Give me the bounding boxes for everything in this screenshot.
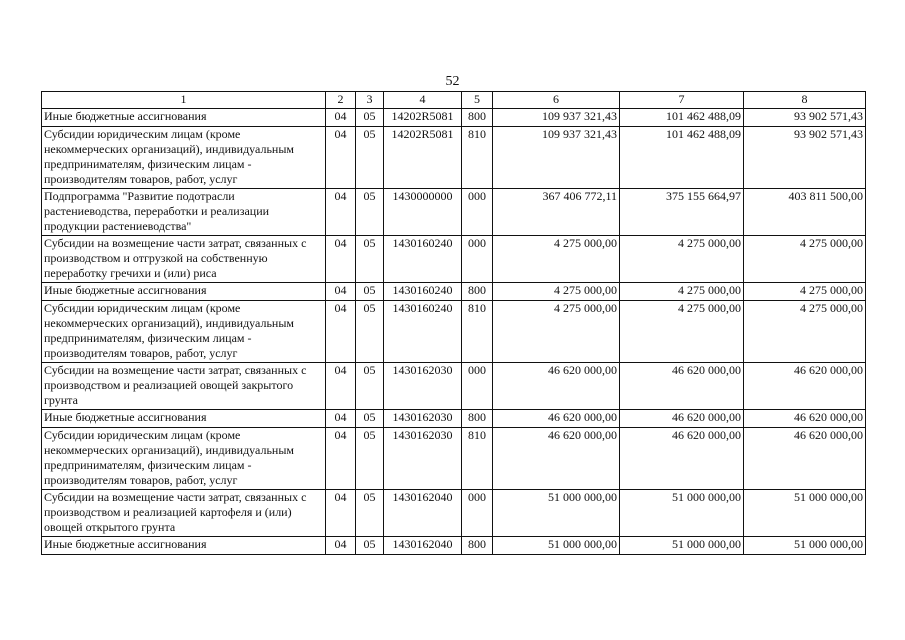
expense-type-code: 800 [462,109,493,127]
column-header: 7 [620,92,744,109]
amount-col7: 375 155 664,97 [620,189,744,236]
amount-col8: 51 000 000,00 [744,537,866,555]
amount-col7: 51 000 000,00 [620,490,744,537]
row-name: Иные бюджетные ассигнования [42,283,326,301]
table-row [42,189,866,236]
row-name: Подпрограмма "Развитие подотрасли растениеводства, переработки и реализации продукции растениеводства" [42,189,326,236]
column-header: 2 [326,92,356,109]
subsection-code: 05 [356,363,384,410]
row-name: Субсидии юридическим лицам (кроме некоммерческих организаций), индивидуальным предпринимателям, физическим лицам - производителям товаров, работ, услуг [42,127,326,189]
section-code: 04 [326,236,356,283]
amount-col7: 4 275 000,00 [620,283,744,301]
expense-type-code: 000 [462,189,493,236]
expense-type-code: 810 [462,428,493,490]
amount-col7: 4 275 000,00 [620,236,744,283]
amount-col6: 46 620 000,00 [493,428,620,490]
target-article-code: 1430162040 [384,537,462,555]
expense-type-code: 810 [462,127,493,189]
amount-col8: 4 275 000,00 [744,283,866,301]
row-name: Субсидии юридическим лицам (кроме некоммерческих организаций), индивидуальным предпринимателям, физическим лицам - производителям товаров, работ, услуг [42,428,326,490]
budget-table [41,91,866,555]
amount-col7: 51 000 000,00 [620,537,744,555]
column-header: 8 [744,92,866,109]
table-row [42,363,866,410]
subsection-code: 05 [356,490,384,537]
amount-col6: 46 620 000,00 [493,410,620,428]
amount-col7: 46 620 000,00 [620,410,744,428]
expense-type-code: 000 [462,490,493,537]
target-article-code: 1430000000 [384,189,462,236]
amount-col7: 46 620 000,00 [620,428,744,490]
amount-col7: 46 620 000,00 [620,363,744,410]
target-article-code: 1430160240 [384,301,462,363]
column-header: 1 [42,92,326,109]
amount-col8: 51 000 000,00 [744,490,866,537]
target-article-code: 1430162030 [384,410,462,428]
column-header: 5 [462,92,493,109]
section-code: 04 [326,283,356,301]
subsection-code: 05 [356,537,384,555]
target-article-code: 1430162040 [384,490,462,537]
amount-col7: 101 462 488,09 [620,109,744,127]
row-name: Субсидии на возмещение части затрат, связанных с производством и реализацией овощей закрытого грунта [42,363,326,410]
subsection-code: 05 [356,109,384,127]
expense-type-code: 810 [462,301,493,363]
target-article-code: 1430160240 [384,236,462,283]
amount-col8: 46 620 000,00 [744,428,866,490]
row-name: Иные бюджетные ассигнования [42,410,326,428]
table-row [42,283,866,301]
table-row [42,109,866,127]
section-code: 04 [326,109,356,127]
expense-type-code: 800 [462,537,493,555]
section-code: 04 [326,410,356,428]
table-row [42,236,866,283]
table-row [42,428,866,490]
table-row [42,490,866,537]
page-number: 52 [445,74,460,89]
section-code: 04 [326,537,356,555]
row-name: Субсидии на возмещение части затрат, связанных с производством и реализацией картофеля и (или) овощей открытого грунта [42,490,326,537]
subsection-code: 05 [356,127,384,189]
table-header-row [42,92,866,109]
subsection-code: 05 [356,236,384,283]
amount-col8: 403 811 500,00 [744,189,866,236]
subsection-code: 05 [356,301,384,363]
column-header: 4 [384,92,462,109]
amount-col6: 4 275 000,00 [493,301,620,363]
column-header: 6 [493,92,620,109]
target-article-code: 1430162030 [384,363,462,410]
table-row [42,301,866,363]
table-row [42,537,866,555]
table-row [42,410,866,428]
amount-col8: 46 620 000,00 [744,410,866,428]
expense-type-code: 800 [462,283,493,301]
amount-col6: 109 937 321,43 [493,127,620,189]
amount-col6: 51 000 000,00 [493,490,620,537]
row-name: Субсидии на возмещение части затрат, связанных с производством и отгрузкой на собственную переработку гречихи и (или) риса [42,236,326,283]
section-code: 04 [326,428,356,490]
amount-col6: 4 275 000,00 [493,283,620,301]
amount-col6: 4 275 000,00 [493,236,620,283]
expense-type-code: 000 [462,236,493,283]
subsection-code: 05 [356,189,384,236]
amount-col6: 109 937 321,43 [493,109,620,127]
amount-col6: 51 000 000,00 [493,537,620,555]
row-name: Субсидии юридическим лицам (кроме некоммерческих организаций), индивидуальным предпринимателям, физическим лицам - производителям товаров, работ, услуг [42,301,326,363]
section-code: 04 [326,127,356,189]
section-code: 04 [326,301,356,363]
amount-col8: 4 275 000,00 [744,236,866,283]
section-code: 04 [326,189,356,236]
amount-col6: 46 620 000,00 [493,363,620,410]
expense-type-code: 800 [462,410,493,428]
amount-col7: 4 275 000,00 [620,301,744,363]
amount-col8: 46 620 000,00 [744,363,866,410]
target-article-code: 1430160240 [384,283,462,301]
expense-type-code: 000 [462,363,493,410]
target-article-code: 14202R5081 [384,127,462,189]
amount-col8: 4 275 000,00 [744,301,866,363]
amount-col7: 101 462 488,09 [620,127,744,189]
amount-col6: 367 406 772,11 [493,189,620,236]
subsection-code: 05 [356,283,384,301]
table-row [42,127,866,189]
subsection-code: 05 [356,428,384,490]
amount-col8: 93 902 571,43 [744,109,866,127]
row-name: Иные бюджетные ассигнования [42,537,326,555]
section-code: 04 [326,363,356,410]
target-article-code: 1430162030 [384,428,462,490]
row-name: Иные бюджетные ассигнования [42,109,326,127]
subsection-code: 05 [356,410,384,428]
amount-col8: 93 902 571,43 [744,127,866,189]
target-article-code: 14202R5081 [384,109,462,127]
section-code: 04 [326,490,356,537]
column-header: 3 [356,92,384,109]
